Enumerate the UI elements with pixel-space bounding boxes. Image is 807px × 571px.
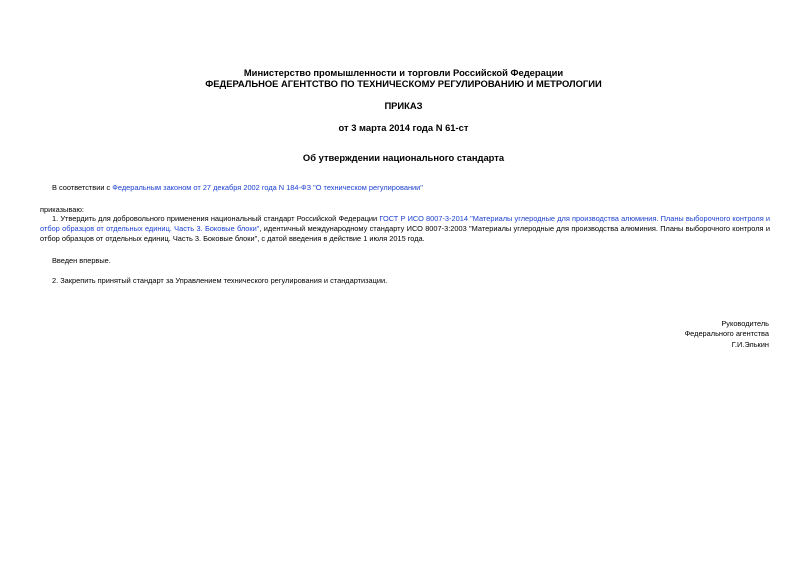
item-1-paragraph bbox=[40, 214, 770, 244]
intro-note: Введен впервые. bbox=[52, 256, 111, 265]
signatory-name: Г.И.Элькин bbox=[731, 340, 769, 349]
signatory-title-line-2: Федерального агентства bbox=[684, 329, 769, 338]
order-word: приказываю: bbox=[40, 205, 84, 214]
document-type: ПРИКАЗ bbox=[384, 100, 423, 111]
legal-basis-paragraph bbox=[40, 183, 770, 193]
signatory-title-line-1: Руководитель bbox=[721, 319, 769, 328]
federal-law-link[interactable]: Федеральным законом от 27 декабря 2002 года N 184-ФЗ "О техническом регулировании" bbox=[112, 183, 423, 192]
document-subject: Об утверждении национального стандарта bbox=[302, 152, 505, 163]
legal-basis-prefix: В соответствии с bbox=[52, 183, 113, 192]
ministry-name: Министерство промышленности и торговли Российской Федерации bbox=[243, 67, 564, 78]
agency-name: ФЕДЕРАЛЬНОЕ АГЕНТСТВО ПО ТЕХНИЧЕСКОМУ РЕГУЛИРОВАНИЮ И МЕТРОЛОГИИ bbox=[205, 78, 602, 89]
gost-standard-link[interactable]: ГОСТ Р ИСО 8007-3-2014 "Материалы углеродные для производства алюминия. Планы выборочного контроля и отбор образцов от отдельных единиц. Часть 3. Боковые блоки" bbox=[40, 214, 771, 233]
item-1-prefix: 1. Утвердить для добровольного применения национальный стандарт Российской Федерации bbox=[52, 214, 380, 223]
document-date: от 3 марта 2014 года N 61-ст bbox=[338, 122, 469, 133]
item-1-suffix: , идентичный международному стандарту ИСО 8007-3:2003 "Материалы углеродные для производства алюминия. Планы выборочного контроля и отбор образцов от отдельных единиц. Часть 3. Боковые блоки", с датой введения в действие 1 июля 2015 года. bbox=[40, 224, 770, 243]
item-2-paragraph: 2. Закрепить принятый стандарт за Управлением технического регулирования и стандартизации. bbox=[52, 276, 388, 285]
